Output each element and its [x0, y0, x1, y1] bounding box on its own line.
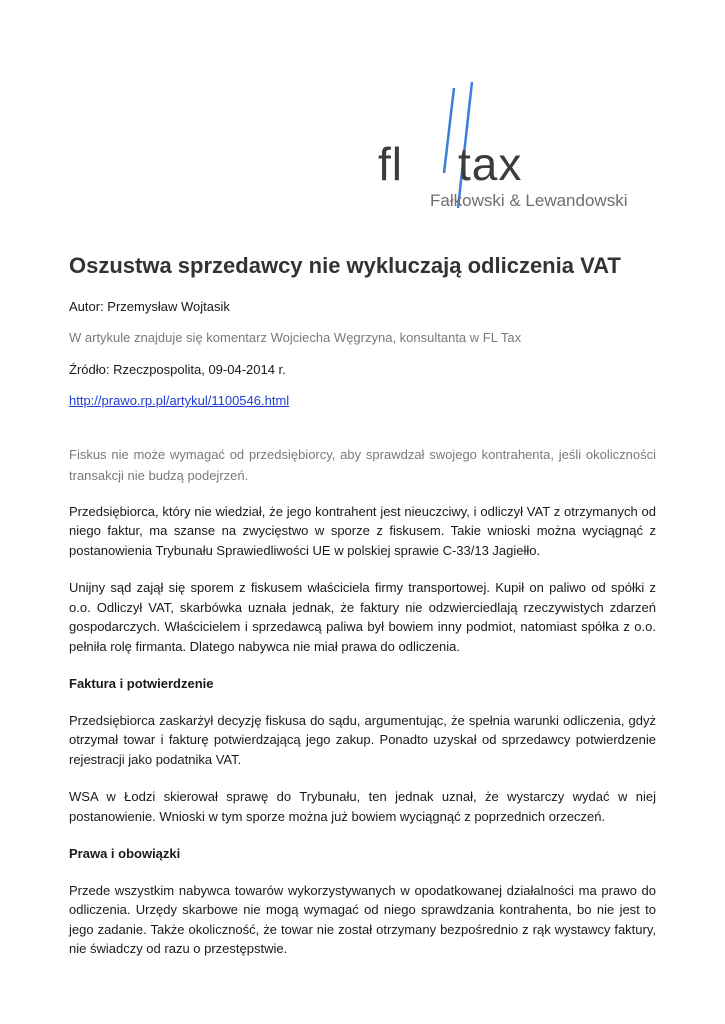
article-source: Źródło: Rzeczpospolita, 09-04-2014 r. — [69, 361, 286, 377]
paragraph-4: WSA w Łodzi skierował sprawę do Trybunału, ten jednak uznał, że wystarczy wydać w niej postanowienie. Wnioski w tym sporze można już bowiem wyciągnąć z poprzednich orzeczeń. — [69, 789, 656, 824]
article-title: Oszustwa sprzedawcy nie wykluczają odliczenia VAT — [69, 253, 621, 278]
section-heading-faktura: Faktura i potwierdzenie — [69, 676, 214, 692]
paragraph-2: Unijny sąd zajął się sporem z fiskusem właściciela firmy transportowej. Kupił on paliwo od spółki z o.o. Odliczył VAT, skarbówka uznała jednak, że faktury nie odzwierciedlają rzeczywistych zdarzeń gospodarczych. Właścicielem i sprzedawcą paliwa był bowiem inny podmiot, natomiast spółka z o.o. pełniła rolę firmanta. Dlatego nabywca nie miał prawa do odliczenia. — [69, 580, 656, 654]
paragraph-5: Przede wszystkim nabywca towarów wykorzystywanych w opodatkowanej działalności ma prawo do odliczenia. Urzędy skarbowe nie mogą wymagać od niego sprawdzania kontrahenta, bo nie jest to jego zadanie. Także okoliczność, że towar nie został otrzymany bezpośrednio z rąk wystawcy faktury, nie świadczy od razu o przestępstwie. — [69, 882, 656, 957]
paragraph-1: Przedsiębiorca, który nie wiedział, że jego kontrahent jest nieuczciwy, i odliczył VAT z otrzymanych od niego faktur, ma szanse na zwycięstwo w sporze z fiskusem. Takie wnioski można wyciągnąć z postanowienia Trybunału Sprawiedliwości UE w polskiej sprawie C-33/13 Jagiełło. — [69, 503, 656, 558]
company-logo — [370, 78, 630, 218]
article-link[interactable]: http://prawo.rp.pl/artykul/1100546.html — [69, 393, 290, 409]
logo-fl: fl — [378, 138, 403, 190]
logo-tax: tax — [458, 138, 523, 190]
logo-firm-name: Fałkowski & Lewandowski — [430, 191, 628, 210]
article-body — [69, 252, 656, 959]
paragraph-3: Przedsiębiorca zaskarżył decyzję fiskusa do sądu, argumentując, że spełnia warunki odliczenia, gdyż otrzymał towar i fakturę potwierdzającą jego zakup. Ponadto uzyskał od sprzedawcy potwierdzenie rejestracji jako podatnika VAT. — [69, 712, 656, 767]
article-lead: Fiskus nie może wymagać od przedsiębiorcy, aby sprawdzał swojego kontrahenta, jeśli okoliczności transakcji nie budzą podejrzeń. — [69, 446, 656, 483]
section-heading-prawa: Prawa i obowiązki — [69, 846, 181, 862]
comment-note: W artykule znajduje się komentarz Wojciecha Węgrzyna, konsultanta w FL Tax — [69, 330, 522, 346]
article-author: Autor: Przemysław Wojtasik — [69, 298, 230, 314]
